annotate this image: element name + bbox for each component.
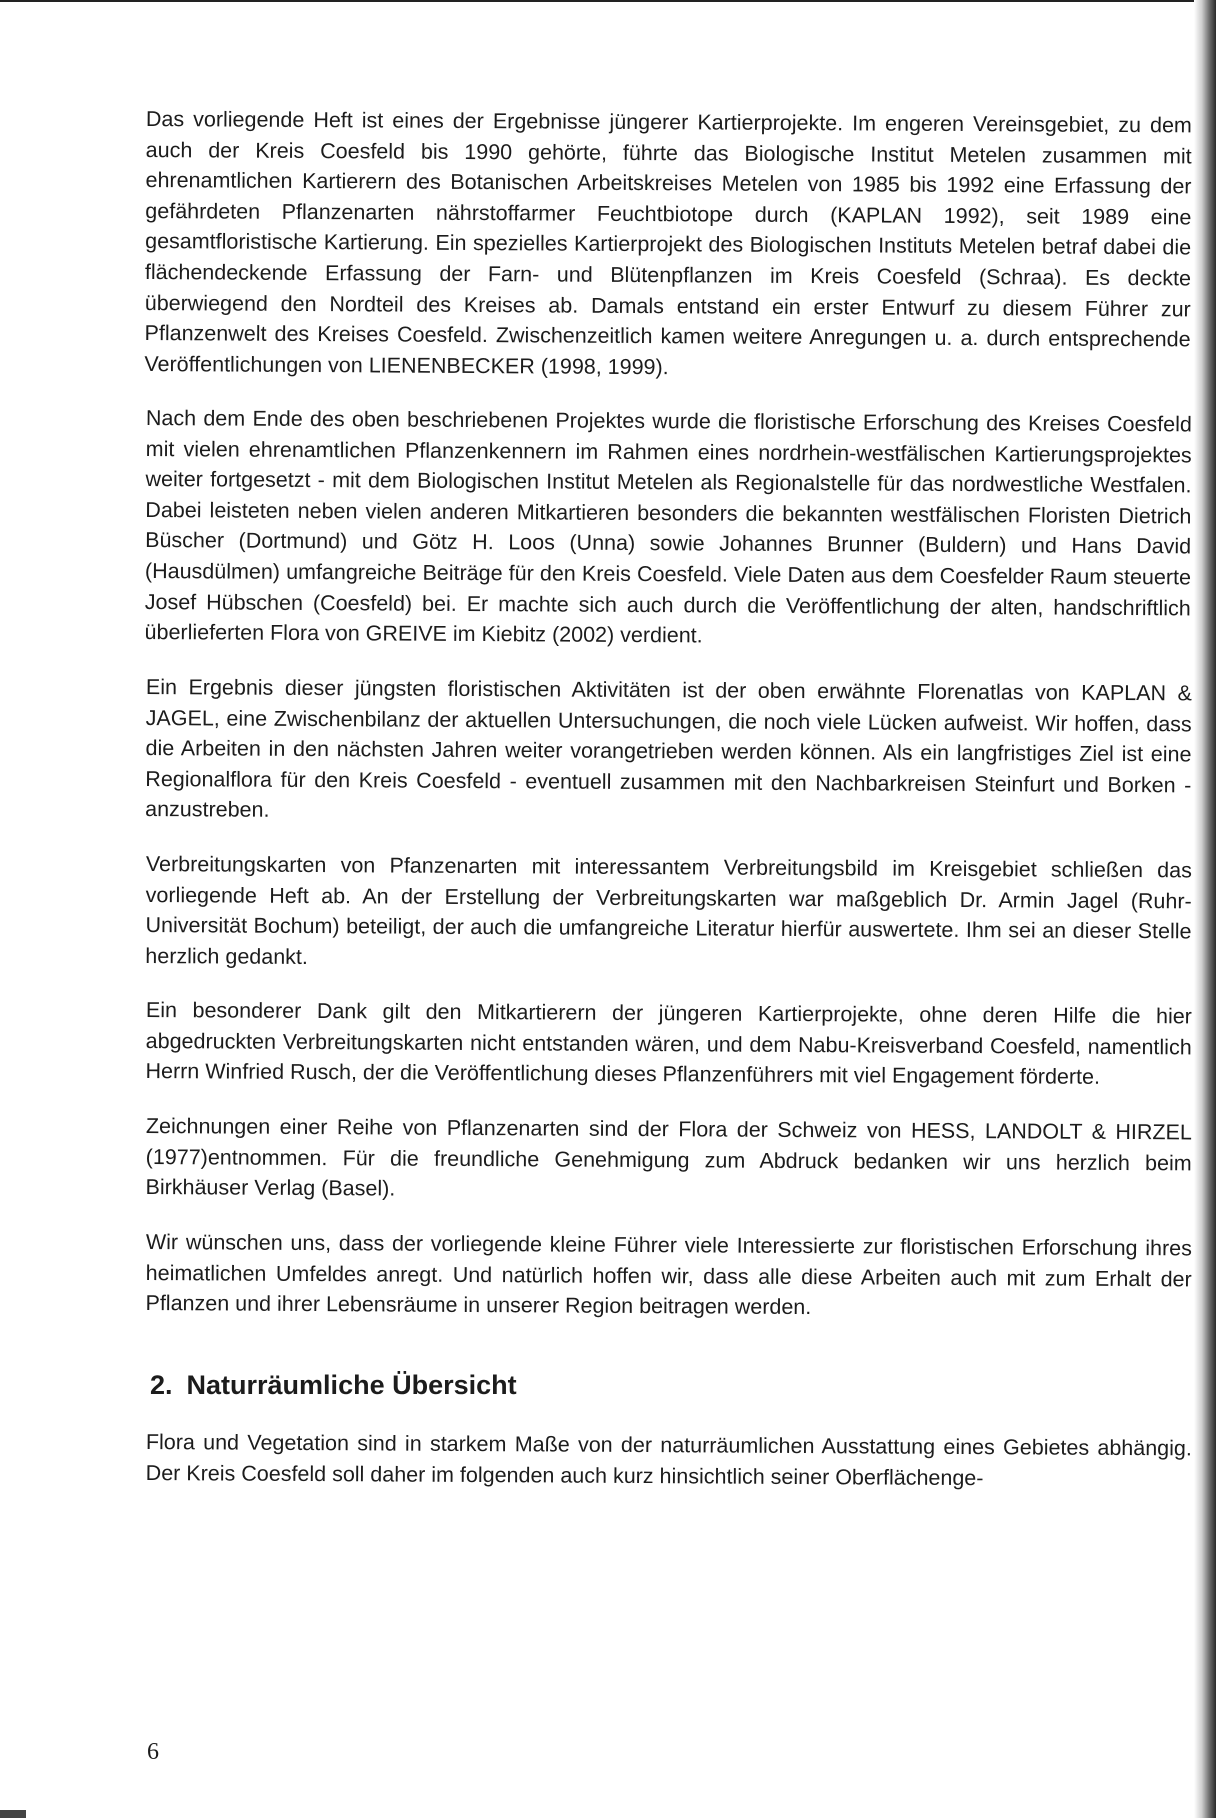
paragraph-closing-wish: Wir wünschen uns, dass der vorliegende kleine Führer viele Interessierte zur floristischen Erforschung ihres heimatlichen Umfeldes anregt. Und natürlich hoffen wir, dass alle diese Arbeiten auch mit zum Erhalt der Pflanzen und ihrer Lebensräume in unserer Region beitragen werden. xyxy=(145,1230,1192,1320)
paragraph-section-intro: Flora und Vegetation sind in starkem Maße von der naturräumlichen Ausstattung eines Gebietes abhängig. Der Kreis Coesfeld soll daher im folgenden auch kurz hinsichtlich seiner Oberflächenge- xyxy=(145,1429,1192,1490)
page-number: 6 xyxy=(147,1739,159,1765)
section-title: Naturräumliche Übersicht xyxy=(186,1369,517,1400)
scan-edge-top xyxy=(0,0,1216,2)
paragraph-acknowledgement: Ein besonderer Dank gilt den Mitkartierern der jüngeren Kartierprojekte, ohne deren Hilfe die hier abgedruckten Verbreitungskarten nicht entstanden wären, und dem Nabu-Kreisverband Coesfeld, namentlich Herrn Winfried Rusch, der die Veröffentlichung dieses Pflanzenführers mit viel Engagement förderte. xyxy=(145,998,1192,1090)
document-page xyxy=(146,104,1192,1512)
paragraph-project-continuation: Nach dem Ende des oben beschriebenen Projektes wurde die floristische Erforschung des Kreises Coesfeld mit vielen ehrenamtlichen Pflanzenkennern im Rahmen eines nordrhein-westfälischen Kartierungsprojektes weiter fortgesetzt - mit dem Biologischen Institut Metelen als Regionalstelle für das nordwestliche Westfalen. Dabei leisteten neben vielen anderen Mitkartieren besonders die bekannten westfälischen Floristen Dietrich Büscher (Dortmund) und Götz H. Loos (Unna) sowie Johannes Brunner (Buldern) und Hans David (Hausdülmen) umfangreiche Beiträge für den Kreis Coesfeld. Viele Daten aus dem Coesfelder Raum steuerte Josef Hübschen (Coesfeld) bei. Er machte sich auch durch die Veröffentlichung der alten, handschriftlich überlieferten Flora von GREIVE im Kiebitz (2002) verdient. xyxy=(144,406,1192,648)
paragraph-results: Ein Ergebnis dieser jüngsten floristischen Aktivitäten ist der oben erwähnte Florenatlas von KAPLAN & JAGEL, eine Zwischenbilanz der aktuellen Untersuchungen, die noch viele Lücken aufweist. Wir hoffen, dass die Arbeiten in den nächsten Jahren weiter vorangetrieben werden können. Als ein langfristiges Ziel ist eine Regionalflora für den Kreis Coesfeld - eventuell zusammen mit den Nachbarkreisen Steinfurt und Borken - anzustreben. xyxy=(145,675,1192,823)
scan-edge-right xyxy=(1194,0,1216,1818)
scan-edge-bottom xyxy=(0,1810,26,1818)
section-heading xyxy=(150,1367,1192,1403)
paragraph-distribution-maps: Verbreitungskarten von Pfanzenarten mit interessantem Verbreitungsbild im Kreisgebiet schließen das vorliegende Heft ab. An der Erstellung der Verbreitungskarten war maßgeblich Dr. Armin Jagel (Ruhr-Universität Bochum) beteiligt, der auch die umfangreiche Literatur hierfür auswertete. Ihm sei an dieser Stelle herzlich gedankt. xyxy=(145,852,1192,969)
paragraph-intro: Das vorliegende Heft ist eines der Ergebnisse jüngerer Kartierprojekte. Im engeren Vereinsgebiet, zu dem auch der Kreis Coesfeld bis 1990 gehörte, führte das Biologische Institut Metelen zusammen mit ehrenamtlichen Kartierern des Botanischen Arbeitskreises Metelen von 1985 bis 1992 eine Erfassung der gefährdeten Pflanzenarten nährstoffarmer Feuchtbiotope durch (KAPLAN 1992), seit 1989 eine gesamtfloristische Kartierung. Ein spezielles Kartierprojekt des Biologischen Instituts Metelen betraf dabei die flächendeckende Erfassung der Farn- und Blütenpflanzen im Kreis Coesfeld (Schraa). Es deckte überwiegend den Nordteil des Kreises ab. Damals entstand ein erster Entwurf zu diesem Führer zur Pflanzenwelt des Kreises Coesfeld. Zwischenzeitlich kamen weitere Anregungen u. a. durch entsprechende Veröffentlichungen von LIENENBECKER (1998, 1999). xyxy=(144,106,1192,379)
section-number: 2. xyxy=(150,1369,173,1400)
paragraph-drawings: Zeichnungen einer Reihe von Pflanzenarten sind der Flora der Schweiz von HESS, LANDOLT & HIRZEL (1977)entnommen. Für die freundliche Genehmigung zum Abdruck bedanken wir uns herzlich beim Birkhäuser Verlag (Basel). xyxy=(145,1114,1192,1201)
